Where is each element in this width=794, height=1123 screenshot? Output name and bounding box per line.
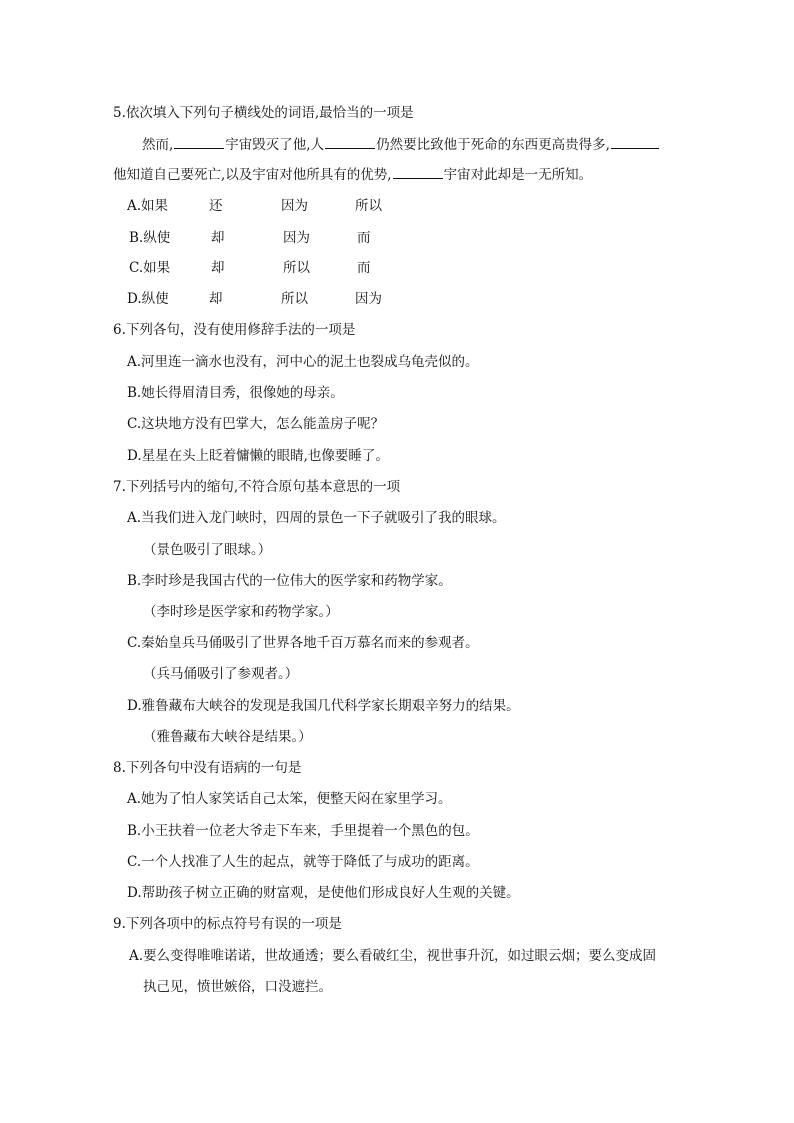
option-word: 因为 [283,230,310,246]
option-word: 如果 [141,198,169,214]
option-word: 纵使 [143,230,171,246]
q9-stem: 9.下列各项中的标点符号有误的一项是 [113,916,342,932]
q8-option-b: B.小王扶着一位老大爷走下车来，手里提着一个黑色的包。 [127,823,479,839]
option-word: 却 [211,260,225,276]
option-letter: D. [127,291,142,307]
q6-option-c: C.这块地方没有巴掌大，怎么能盖房子呢？ [127,416,385,432]
option-word: 所以 [281,291,308,307]
option-word: 纵使 [141,291,169,307]
q7-option-d-shortened: （雅鲁藏布大峡谷是结果。） [143,729,312,745]
q5-blank-1 [174,136,224,149]
q5-sentence-part-d: 他知道自己要死亡,以及宇宙对他所具有的优势, [113,167,392,183]
q7-option-b: B.李时珍是我国古代的一位伟大的医学家和药物学家。 [127,573,452,589]
q8-option-c: C.一个人找准了人生的起点，就等于降低了与成功的距离。 [127,854,479,870]
option-word: 却 [211,230,225,246]
option-word: 而 [357,230,371,246]
q5-blank-2 [325,136,375,149]
q6-option-b: B.她长得眉清目秀，很像她的母亲。 [127,385,344,401]
q9-option-a-line-2: 执己见，愤世嫉俗，口没遮拦。 [143,979,332,995]
q5-sentence-part-b: 宇宙毁灭了他,人 [225,137,325,153]
q5-sentence-part-a: 然而, [142,137,174,153]
q5-sentence-line-1 [142,136,660,154]
q5-blank-3 [611,136,659,149]
option-letter: C. [129,260,144,276]
option-letter: B. [129,230,144,246]
option-letter: A. [127,198,142,214]
q7-option-c-shortened: （兵马俑吸引了参观者。） [143,666,299,682]
q5-sentence-line-2 [113,166,592,184]
option-word: 还 [209,198,223,214]
q6-option-d: D.星星在头上眨着慵懒的眼睛,也像要睡了。 [127,448,389,464]
option-word: 因为 [355,291,382,307]
q7-option-a: A.当我们进入龙门峡时，四周的景色一下子就吸引了我的眼球。 [127,510,506,526]
q8-option-d: D.帮助孩子树立正确的财富观，是使他们形成良好人生观的关键。 [127,885,520,901]
q8-option-a: A.她为了怕人家笑话自己太笨，便整天闷在家里学习。 [127,791,452,807]
q7-option-c: C.秦始皇兵马俑吸引了世界各地千百万慕名而来的参观者。 [127,635,479,651]
q7-stem: 7.下列括号内的缩句,不符合原句基本意思的一项 [113,479,401,495]
q5-option-c [129,259,371,277]
option-word: 如果 [143,260,171,276]
q5-blank-4 [393,166,443,179]
q5-stem: 5.依次填入下列句子横线处的词语,最恰当的一项是 [113,105,414,121]
q8-stem: 8.下列各句中没有语病的一句是 [113,760,302,776]
option-word: 所以 [355,198,382,214]
option-word: 却 [209,291,223,307]
q7-option-a-shortened: （景色吸引了眼球。） [143,542,272,558]
q5-sentence-part-c: 仍然要比致他于死命的东西更高贵得多, [376,137,610,153]
q5-option-a [127,197,382,215]
q7-option-b-shortened: （李时珍是医学家和药物学家。） [143,604,339,620]
option-word: 而 [357,260,371,276]
option-word: 因为 [281,198,308,214]
q6-option-a: A.河里连一滴水也没有，河中心的泥土也裂成乌龟壳似的。 [127,354,479,370]
q5-option-b [129,229,371,247]
q6-stem: 6.下列各句，没有使用修辞手法的一项是 [113,322,356,338]
q5-sentence-part-e: 宇宙对此却是一无所知。 [443,167,593,183]
q7-option-d: D.雅鲁藏布大峡谷的发现是我国几代科学家长期艰辛努力的结果。 [127,698,520,714]
q9-option-a-line-1: A.要么变得唯唯诺诺，世故通透；要么看破红尘，视世事升沉，如过眼云烟；要么变成固 [129,948,657,964]
q5-option-d [127,290,382,308]
option-word: 所以 [283,260,310,276]
